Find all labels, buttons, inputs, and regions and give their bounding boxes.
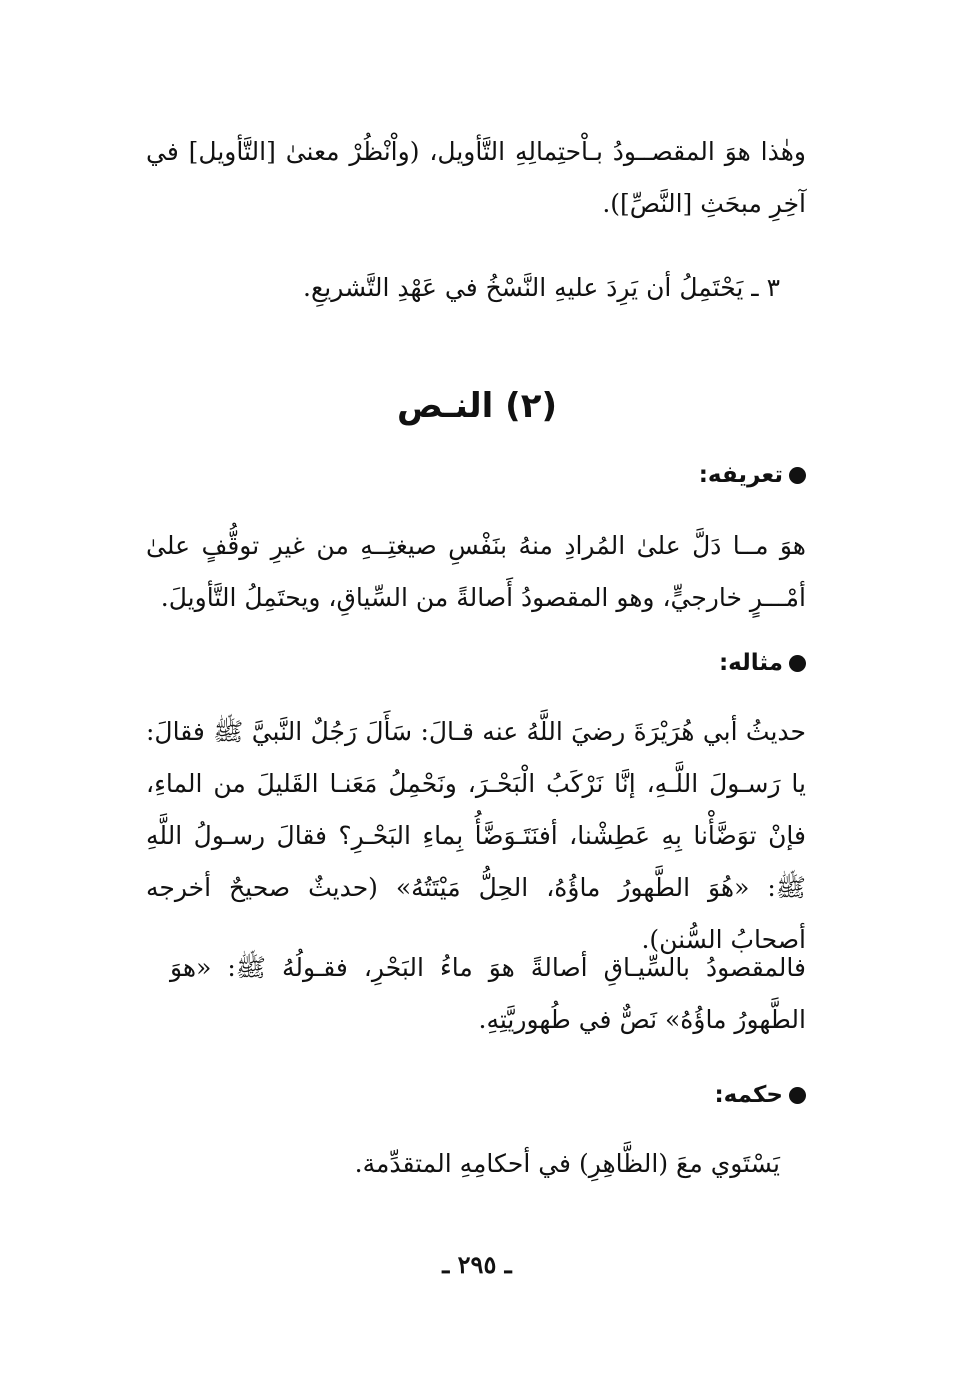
definition-subheading: [699, 462, 806, 488]
page-number: ـ ٢٩٥ ـ: [442, 1250, 512, 1279]
bullet-icon: [789, 655, 806, 672]
example-subheading: [719, 650, 806, 676]
example-subheading-label: مثاله:: [718, 650, 783, 676]
definition-paragraph: هوَ مــا دَلَّ علىٰ المُرادِ منهُ بنَفْسِ صيغتِــهِ من غيرِ توقُّفٍ علىٰ أمْـــرٍ خارجيٍّ، وهو المقصودُ أَصالةً من السِّياقِ، ويحتَمِلُ التَّأويلَ.: [146, 531, 806, 612]
bullet-icon: [789, 467, 806, 484]
explanation-paragraph: فالمقصودُ بالسِّيـاقِ أصالةً هوَ ماءُ البَحْرِ، فقـولُهُ ﷺ: «هوَ الطَّهورُ ماؤُهُ» نَصٌّ في طُهوريَّتِهِ.: [170, 953, 806, 1034]
definition-subheading-label: تعريفه:: [698, 462, 783, 488]
numbered-point-3: ٣ ـ يَحْتَمِلُ أن يَرِدَ عليهِ النَّسْخُ في عَهْدِ التَّشريعِ.: [303, 273, 780, 302]
ruling-paragraph: يَسْتَوي معَ (الظَّاهِرِ) في أحكامِهِ المتقدِّمة.: [354, 1149, 780, 1178]
section-heading: (٢) النـص: [397, 386, 557, 426]
intro-paragraph: وهٰذا هوَ المقصــودُ بـاْحتِمالِهِ التَّأويل، (واْنْظُرْ معنىٰ [التَّأويل] في آخِرِ مبحَثِ [النَّصِّ]).: [146, 137, 806, 218]
example-paragraph: حديثُ أبي هُرَيْرَةَ رضيَ اللَّهُ عنه قـالَ: سَأَلَ رَجُلٌ النَّبيَّ ﷺ فقالَ: يا رَسـولَ اللَّـهِ، إنَّا نَرْكَبُ الْبَحْـرَ، ونَحْمِلُ مَعَنـا القَليلَ من الماءِ، فإنْ توَضَّأْنا بِهِ عَطِشْنا، أفنَتَـوَضَّأُ بِماءِ البَحْـرِ؟ فقالَ رسـولُ اللَّهِ ﷺ: «هُوَ الطَّهورُ ماؤُهُ، الحِلُّ مَيْتَتُهُ» (حديثٌ صحيحٌ أخرجه أصحابُ السُّنن).: [146, 717, 806, 954]
bullet-icon: [789, 1087, 806, 1104]
ruling-subheading-label: حكمه:: [714, 1082, 783, 1108]
ruling-subheading: [714, 1082, 806, 1108]
